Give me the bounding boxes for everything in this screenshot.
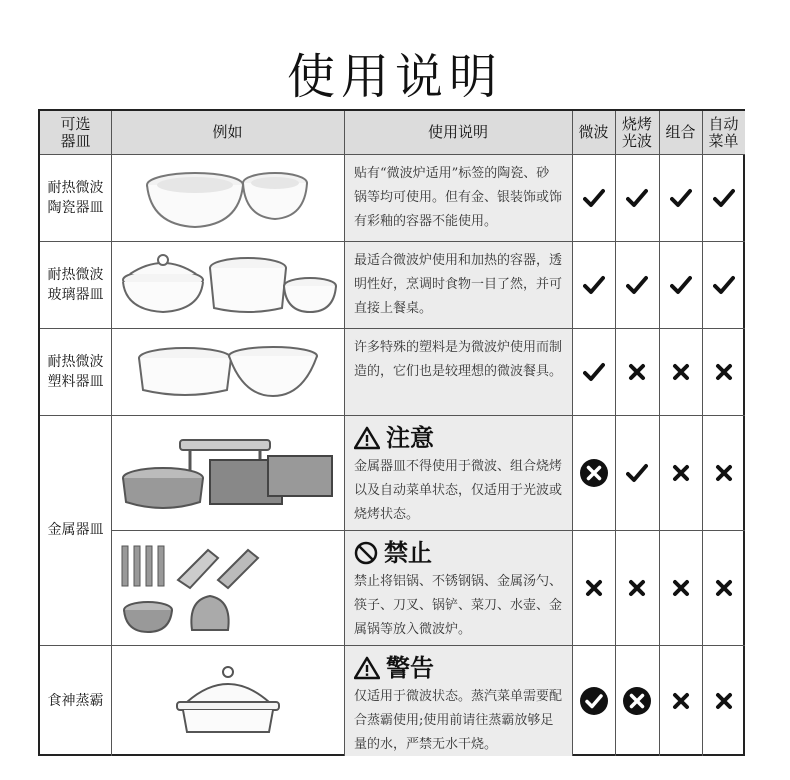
row-label-glass: 耐热微波 玻璃器皿	[47, 266, 104, 303]
check-icon	[615, 415, 659, 530]
notice-description: 金属器皿不得使用于微波、组合烧烤以及自动菜单状态，仅适用于光波或烧烤状态。	[354, 459, 563, 522]
usage-desc-glass: 最适合微波炉使用和加热的容器，透明性好，烹调时食物一目了然，并可直接上餐桌。	[354, 253, 563, 316]
header-example: 例如	[111, 111, 344, 154]
check-icon	[659, 154, 702, 241]
example-steamer	[111, 645, 344, 756]
row-label-steamer: 食神蒸霸	[47, 692, 104, 709]
check-icon	[572, 154, 615, 241]
header-usage: 使用说明	[344, 111, 572, 154]
usage-notice-metal-prohibited	[344, 530, 572, 645]
row-label-ceramic: 耐热微波 陶瓷器皿	[47, 179, 104, 216]
example-metal-utensils	[111, 530, 344, 645]
check-icon	[615, 241, 659, 328]
divider	[615, 111, 616, 756]
circle-cross-icon	[615, 645, 659, 756]
row-label-metal: 金属器皿	[47, 522, 104, 538]
divider	[572, 111, 573, 756]
notice-title-prohibited	[354, 538, 432, 568]
check-icon	[702, 154, 745, 241]
check-icon	[615, 154, 659, 241]
notice-description: 仅适用于微波状态。蒸汽菜单需要配合蒸霸使用;使用前请往蒸霸放够足量的水，严禁无水干烧。	[354, 689, 563, 752]
notice-title-attention	[354, 423, 434, 453]
cross-icon	[702, 415, 745, 530]
divider	[111, 530, 745, 531]
check-icon	[572, 241, 615, 328]
usage-desc-plastic: 许多特殊的塑料是为微波炉使用而制造的，它们也是较理想的微波餐具。	[354, 340, 563, 379]
notice-title-text: 警告	[386, 654, 434, 682]
usage-desc-ceramic: 贴有“微波炉适用”标签的陶瓷、砂锅等均可使用。但有金、银装饰或饰有彩釉的容器不能使用。	[354, 166, 563, 229]
warning-triangle-icon	[354, 426, 380, 450]
divider	[40, 154, 745, 155]
divider	[702, 111, 703, 756]
cross-icon	[572, 530, 615, 645]
header-auto-menu: 自动 菜单	[702, 111, 745, 154]
notice-title-text: 注意	[386, 424, 434, 452]
example-metal-trays	[111, 415, 344, 530]
divider	[659, 111, 660, 756]
header-combo: 组合	[659, 111, 702, 154]
example-ceramic-bowls	[111, 154, 344, 241]
cross-icon	[659, 645, 702, 756]
header-grill-light: 烧烤 光波	[615, 111, 659, 154]
cross-icon	[659, 530, 702, 645]
usage-notice-steamer-warning	[344, 645, 572, 756]
cross-icon	[615, 328, 659, 415]
divider	[344, 111, 345, 756]
divider	[40, 328, 745, 329]
notice-description: 禁止将铝锅、不锈钢锅、金属汤勺、筷子、刀叉、锅铲、菜刀、水壶、金属锅等放入微波炉。	[354, 574, 563, 637]
cross-icon	[702, 530, 745, 645]
cross-icon	[702, 645, 745, 756]
usage-table	[38, 109, 745, 756]
header-microwave: 微波	[572, 111, 615, 154]
prohibition-icon	[354, 541, 378, 565]
check-icon	[572, 328, 615, 415]
divider	[40, 415, 745, 416]
usage-notice-metal-attention	[344, 415, 572, 530]
divider	[40, 241, 745, 242]
divider	[111, 111, 112, 756]
notice-title-warning	[354, 653, 434, 683]
circle-cross-icon	[572, 415, 615, 530]
cross-icon	[659, 415, 702, 530]
example-plastic-bowls	[111, 328, 344, 415]
check-icon	[702, 241, 745, 328]
header-vessel: 可选 器皿	[40, 111, 111, 154]
check-icon	[659, 241, 702, 328]
warning-triangle-icon	[354, 656, 380, 680]
notice-title-text: 禁止	[384, 539, 432, 567]
row-label-plastic: 耐热微波 塑料器皿	[47, 353, 104, 390]
cross-icon	[615, 530, 659, 645]
divider	[40, 645, 745, 646]
cross-icon	[659, 328, 702, 415]
circle-check-icon	[572, 645, 615, 756]
example-glass-dishes	[111, 241, 344, 328]
page-title: 使用说明	[286, 49, 503, 105]
cross-icon	[702, 328, 745, 415]
